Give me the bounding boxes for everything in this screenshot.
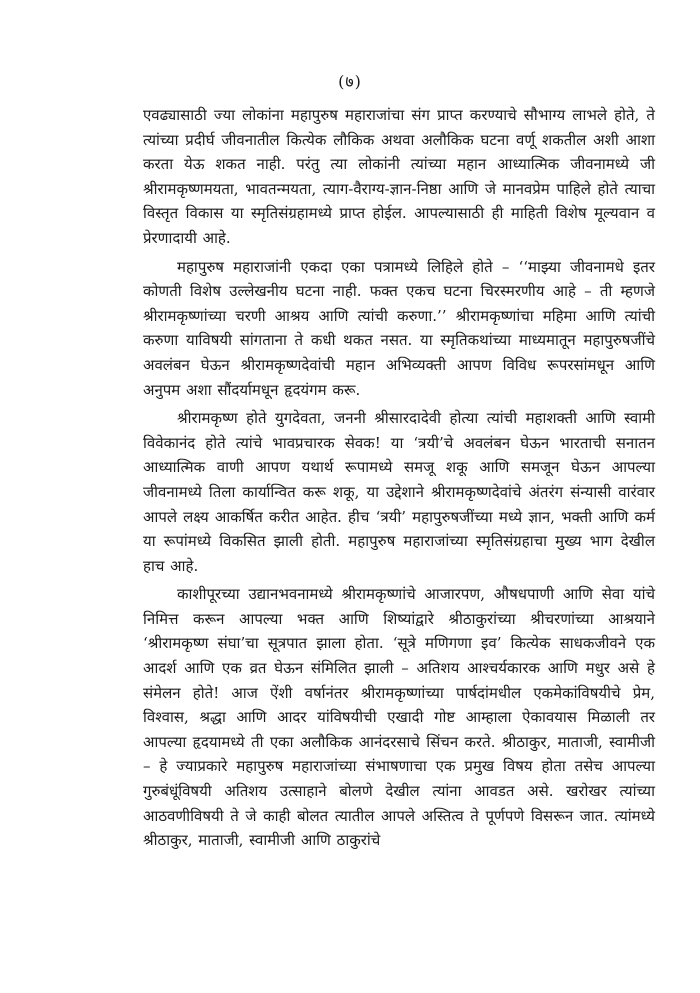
paragraph-3: श्रीरामकृष्ण होते युगदेवता, जननी श्रीसारदादेवी होत्या त्यांची महाशक्ती आणि स्वामी विवेकानंद होते त्यांचे भावप्रचारक सेवक! या ‘त्रयी’चे अवलंबन घेऊन भारताची सनातन आध्यात्मिक वाणी आपण यथार्थ रूपामध्ये समजू शकू आणि समजून घेऊन आपल्या जीवनामध्ये तिला कार्यान्वित करू शकू, या उद्देशाने श्रीरामकृष्णदेवांचे अंतरंग संन्यासी वारंवार आपले लक्ष्य आकर्षित करीत आहेत. हीच ‘त्रयी’ महापुरुषजींच्या मध्ये ज्ञान, भक्ती आणि कर्म या रूपांमध्ये विकसित झाली होती. महापुरुष महाराजांच्या स्मृतिसंग्रहाचा मुख्य भाग देखील हाच आहे. <box>143 409 655 575</box>
paragraph-2: महापुरुष महाराजांनी एकदा एका पत्रामध्ये लिहिले होते – ‘‘माझ्या जीवनामधे इतर कोणती विशेष उल्लेखनीय घटना नाही. फक्त एकच घटना चिरस्मरणीय आहे – ती म्हणजे श्रीरामकृष्णांच्या चरणी आश्रय आणि त्यांची करुणा.’’ श्रीरामकृष्णांचा महिमा आणि त्यांची करुणा याविषयी सांगताना ते कधी थकत नसत. या स्मृतिकथांच्या माध्यमातून महापुरुषजींचे अवलंबन घेऊन श्रीरामकृष्णदेवांची महान अभिव्यक्ती आपण विविध रूपरसांमधून आणि अनुपम अशा सौंदर्यामधून हृदयंगम करू. <box>143 257 655 399</box>
page-body <box>143 103 655 857</box>
paragraph-1: एवढ्यासाठी ज्या लोकांना महापुरुष महाराजांचा संग प्राप्त करण्याचे सौभाग्य लाभले होते, ते त्यांच्या प्रदीर्घ जीवनातील कित्येक लौकिक अथवा अलौकिक घटना वर्णू शकतील अशी आशा करता येऊ शकत नाही. परंतु त्या लोकांनी त्यांच्या महान आध्यात्मिक जीवनामध्ये जी श्रीरामकृष्णमयता, भावतन्मयता, त्याग-वैराग्य-ज्ञान-निष्ठा आणि जे मानवप्रेम पाहिले होते त्याचा विस्तृत विकास या स्मृतिसंग्रहामध्ये प्राप्त होईल. आपल्यासाठी ही माहिती विशेष मूल्यवान व प्रेरणादायी आहे. <box>143 106 655 247</box>
page-number: (७) <box>338 72 362 91</box>
paragraph-4: काशीपूरच्या उद्यानभवनामध्ये श्रीरामकृष्णांचे आजारपण, औषधपाणी आणि सेवा यांचे निमित्त करून आपल्या भक्त आणि शिष्यांद्वारे श्रीठाकुरांच्या श्रीचरणांच्या आश्रयाने ‘श्रीरामकृष्ण संघा’चा सूत्रपात झाला होता. ‘सूत्रे मणिगणा इव’ कित्येक साधकजीवने एक आदर्श आणि एक व्रत घेऊन संमिलित झाली – अतिशय आश्चर्यकारक आणि मधुर असे हे संमेलन होते! आज ऐंशी वर्षानंतर श्रीरामकृष्णांच्या पार्षदांमधील एकमेकांविषयीचे प्रेम, विश्वास, श्रद्धा आणि आदर यांविषयीची एखादी गोष्ट आम्हाला ऐकावयास मिळाली तर आपल्या हृदयामध्ये ती एका अलौकिक आनंदरसाचे सिंचन करते. श्रीठाकुर, माताजी, स्वामीजी – हे ज्याप्रकारे महापुरुष महाराजांच्या संभाषणाचा एक प्रमुख विषय होता तसेच आपल्या गुरुबंधूंविषयी अतिशय उत्साहाने बोलणे देखील त्यांना आवडत असे. खरोखर त्यांच्या आठवणीविषयी ते जे काही बोलत त्यातील आपले अस्तित्व ते पूर्णपणे विसरून जात. त्यांमध्ये श्रीठाकुर, माताजी, स्वामीजी आणि ठाकुरांचे <box>143 585 655 850</box>
